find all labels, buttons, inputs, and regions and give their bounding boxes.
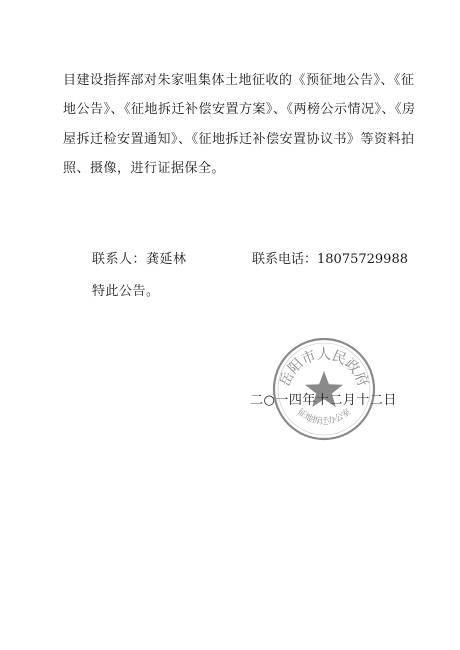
official-seal [270,335,378,443]
paragraph-line-4: 照、摄像，进行证据保全。 [63,161,226,176]
contact-phone: 联系电话：18075729988 [252,252,408,267]
seal-bottom-text [295,406,353,427]
contact-person: 联系人：龚延林 [92,252,187,267]
paragraph-line-2: 地公告》、《征地拆迁补偿安置方案》、《两榜公示情况》、《房 [63,102,416,117]
paragraph-line-1: 目建设指挥部对朱家咀集体土地征收的《预征地公告》、《征 [63,73,415,88]
date-line: 二○一四年十二月十二日 [250,393,397,408]
closing-statement: 特此公告。 [92,284,160,299]
seal-bottom-textpath: 征地拆迁办公室 [295,407,353,427]
paragraph-line-3: 屋拆迁检安置通知》、《征地拆迁补偿安置协议书》等资料拍 [63,132,415,147]
seal-ring-textpath: 岳阳市人民政府 [277,347,371,389]
